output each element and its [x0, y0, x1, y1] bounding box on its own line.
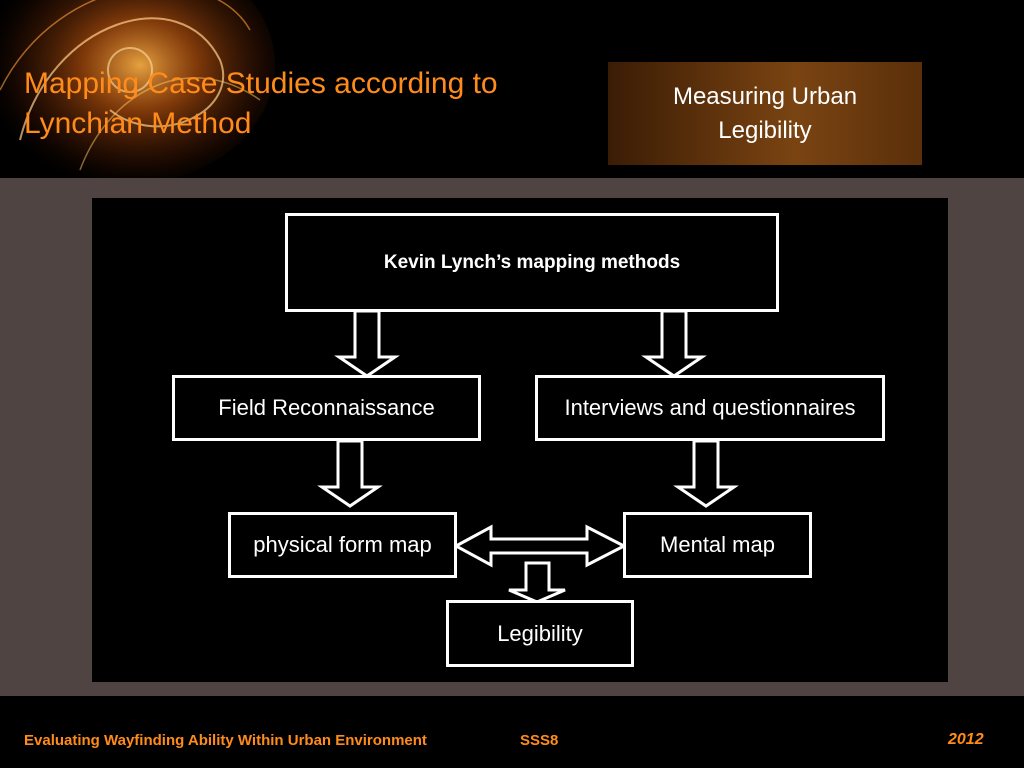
- node-mental-map-label: Mental map: [660, 532, 775, 557]
- footer-year: 2012: [948, 731, 984, 748]
- section-badge-line-2: Legibility: [718, 116, 812, 144]
- arrow-interviews-to-mental: [678, 441, 734, 506]
- node-physical-form-map-label: physical form map: [253, 532, 432, 557]
- node-kevin-lynch-mapping-methods: [285, 213, 779, 312]
- node-interviews-and-questionnaires-label: Interviews and questionnaires: [564, 395, 856, 420]
- arrow-to-legibility: [509, 563, 565, 602]
- node-field-reconnaissance: [172, 375, 481, 441]
- slide-title-line-2: Lynchian Method: [24, 107, 252, 140]
- footer-conference-code: SSS8: [520, 732, 559, 749]
- footer-event-name: Evaluating Wayfinding Ability Within Urban Environment: [24, 732, 427, 749]
- node-interviews-and-questionnaires: [535, 375, 885, 441]
- arrow-root-to-field: [339, 311, 395, 376]
- arrow-root-to-interviews: [646, 311, 702, 376]
- node-physical-form-map: [228, 512, 457, 578]
- node-legibility-label: Legibility: [497, 620, 583, 646]
- arrow-field-to-physical: [322, 441, 378, 506]
- slide-title-line-1: Mapping Case Studies according to: [24, 67, 498, 100]
- node-kevin-lynch-mapping-methods-label: Kevin Lynch’s mapping methods: [383, 251, 681, 273]
- node-mental-map: [623, 512, 812, 578]
- section-badge-line-1: Measuring Urban: [672, 82, 858, 110]
- arrow-physical-mental-double: [456, 527, 624, 565]
- node-field-reconnaissance-label: Field Reconnaissance: [218, 395, 435, 420]
- node-legibility: [446, 600, 634, 667]
